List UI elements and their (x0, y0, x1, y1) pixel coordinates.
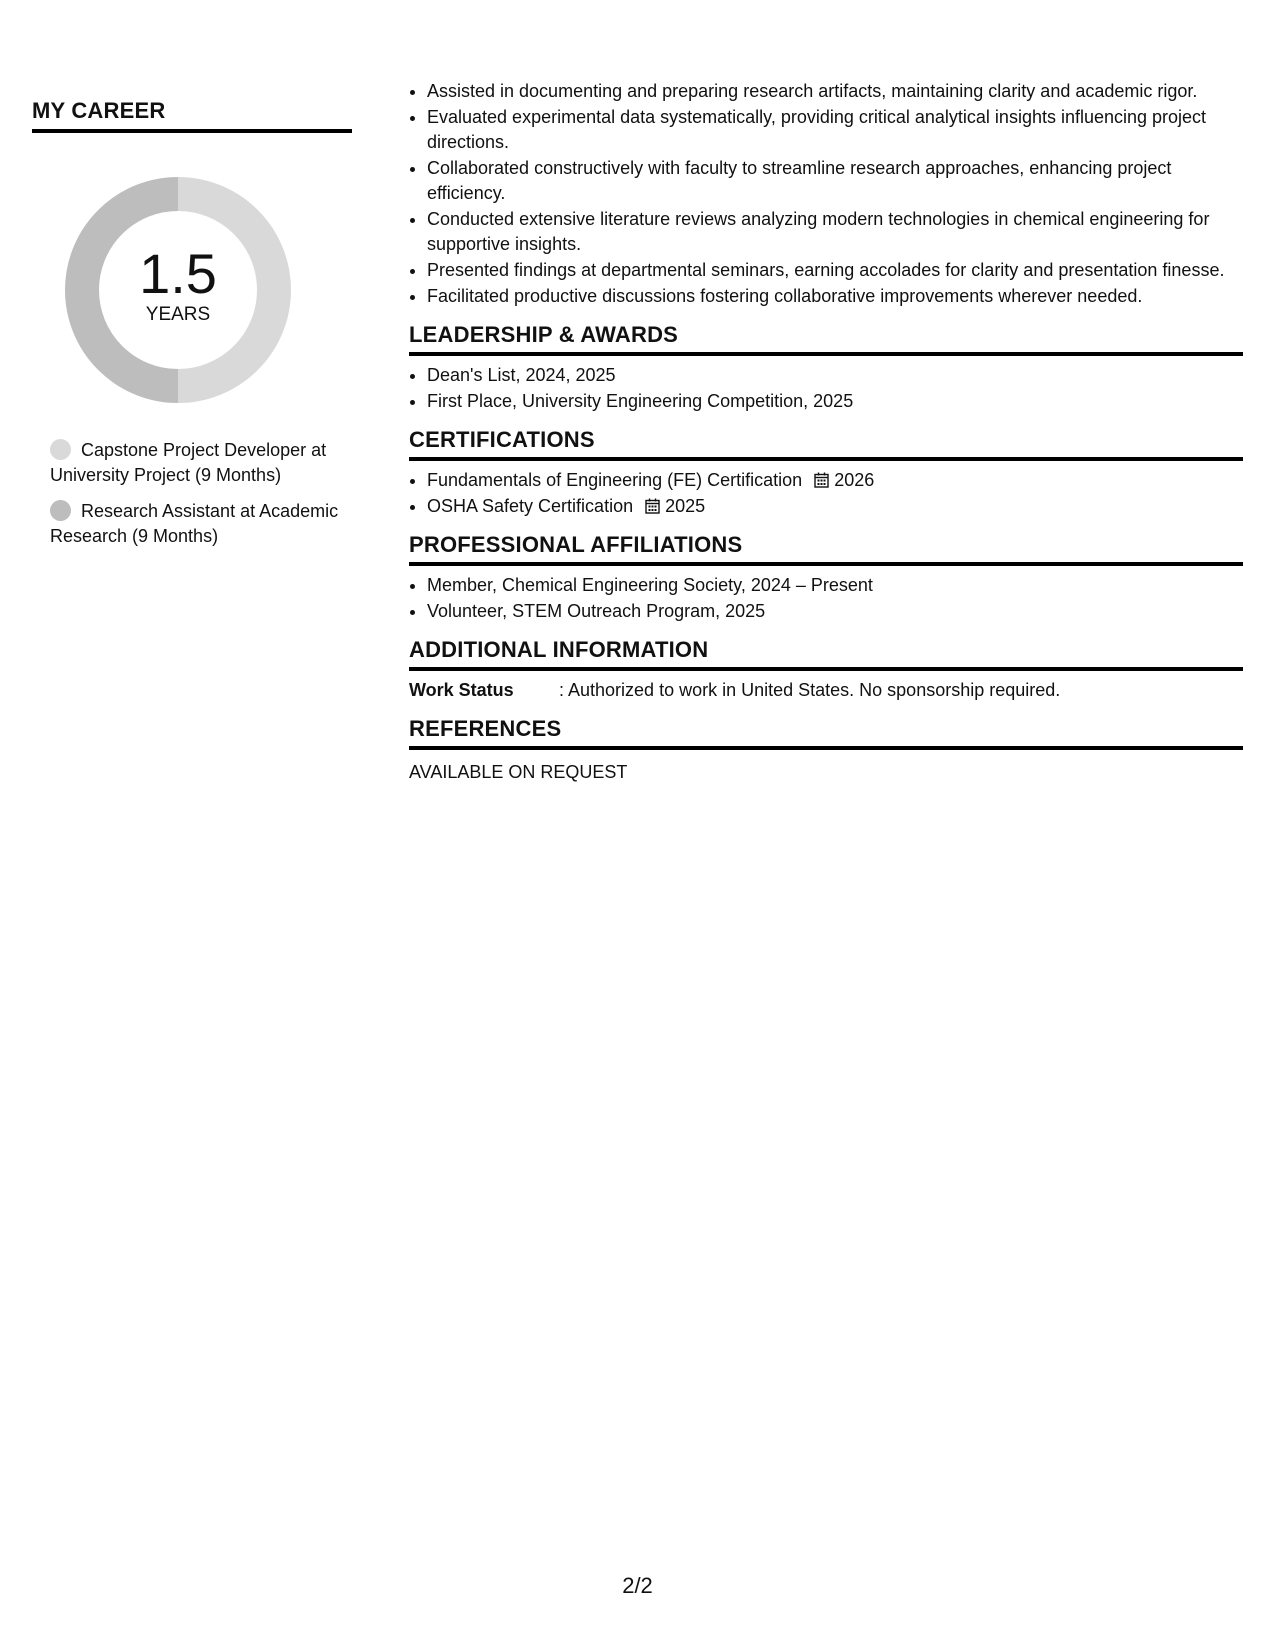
certification-year: 2026 (834, 470, 875, 490)
list-item: • Facilitated productive discussions fostering collaborative improvements wherever needed. (427, 284, 1243, 309)
donut-center (65, 177, 291, 403)
list-item: • Volunteer, STEM Outreach Program, 2025 (427, 599, 1243, 624)
legend-item-research (50, 499, 350, 549)
section-title-affiliations: PROFESSIONAL AFFILIATIONS (409, 532, 1243, 566)
work-status-row (409, 678, 1243, 703)
list-item (427, 494, 1243, 519)
work-status-label: Work Status (409, 680, 514, 700)
section-title-leadership: LEADERSHIP & AWARDS (409, 322, 1243, 356)
references-text: AVAILABLE ON REQUEST (409, 762, 628, 782)
certification-name: OSHA Safety Certification (427, 496, 634, 516)
work-status-value: : Authorized to work in United States. No sponsorship required. (559, 680, 1061, 700)
list-item: • Dean's List, 2024, 2025 (427, 363, 1243, 388)
certification-year: 2025 (665, 496, 706, 516)
list-item (427, 468, 1243, 493)
experience-bullets (409, 79, 1243, 309)
page-number: 2/2 (622, 1573, 653, 1598)
calendar-icon (645, 498, 660, 514)
affiliations-section (409, 532, 1243, 624)
list-item: • First Place, University Engineering Competition, 2025 (427, 389, 1243, 414)
section-title-references: REFERENCES (409, 716, 1243, 750)
list-item: • Collaborated constructively with faculty to streamline research approaches, enhancing project efficiency. (427, 156, 1243, 206)
career-donut-chart (65, 177, 291, 403)
section-title-additional: ADDITIONAL INFORMATION (409, 637, 1243, 671)
calendar-icon (814, 472, 829, 488)
list-item: • Conducted extensive literature reviews analyzing modern technologies in chemical engineering for supportive insights. (427, 207, 1243, 257)
career-years-value: 1.5 (139, 242, 217, 305)
certifications-list (409, 468, 1243, 519)
legend-item-capstone (50, 438, 350, 488)
career-heading: MY CAREER (32, 98, 352, 133)
affiliations-list (409, 573, 1243, 624)
legend-dot-research (50, 500, 71, 521)
legend-dot-capstone (50, 439, 71, 460)
sidebar (32, 98, 352, 546)
legend-label-capstone: Capstone Project Developer at University Project (9 Months) (50, 440, 327, 485)
certifications-section (409, 427, 1243, 519)
leadership-section (409, 322, 1243, 414)
list-item: • Member, Chemical Engineering Society, 2024 – Present (427, 573, 1243, 598)
references-section (409, 716, 1243, 785)
list-item: • Presented findings at departmental seminars, earning accolades for clarity and presentation finesse. (427, 258, 1243, 283)
list-item: • Assisted in documenting and preparing research artifacts, maintaining clarity and academic rigor. (427, 79, 1243, 104)
section-title-certifications: CERTIFICATIONS (409, 427, 1243, 461)
additional-info-section (409, 637, 1243, 703)
list-item: • Evaluated experimental data systematically, providing critical analytical insights influencing project directions. (427, 105, 1243, 155)
career-legend (50, 438, 350, 560)
legend-label-research: Research Assistant at Academic Research (9 Months) (50, 501, 339, 546)
career-years-unit: YEARS (145, 304, 211, 325)
leadership-list (409, 363, 1243, 414)
main-content (409, 79, 1243, 785)
certification-name: Fundamentals of Engineering (FE) Certification (427, 470, 803, 490)
